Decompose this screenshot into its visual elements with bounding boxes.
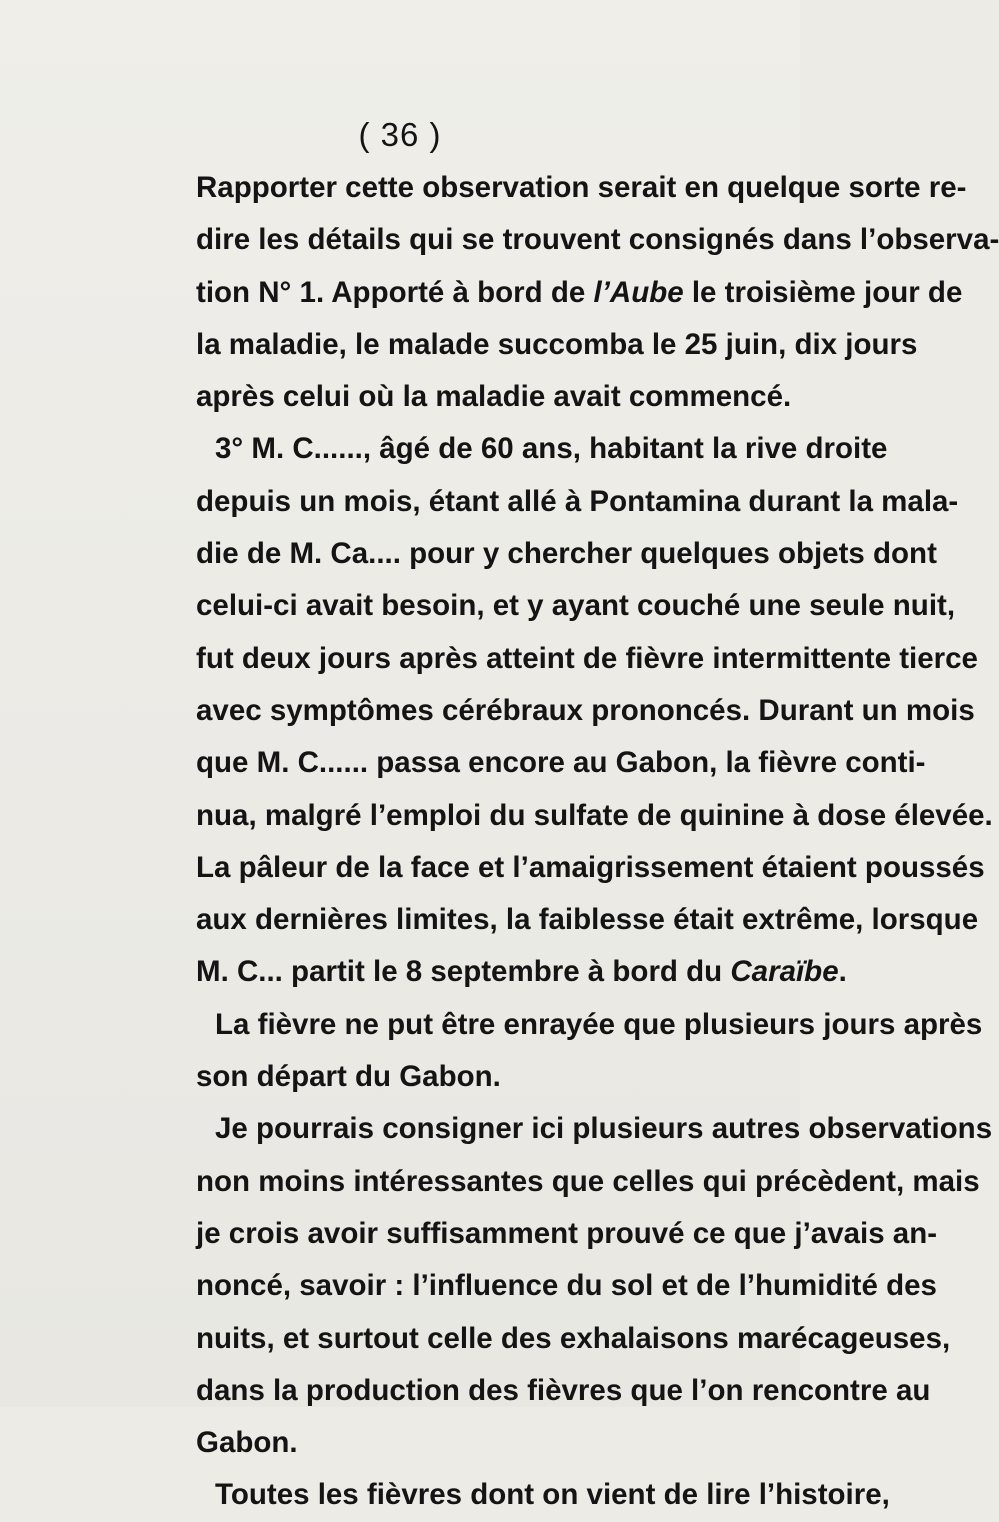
text-line: dans la production des fièvres que l’on rencontre au [196, 1373, 931, 1407]
text-line: fut deux jours après atteint de fièvre intermittente tierce [196, 641, 978, 675]
text-line: la maladie, le malade succomba le 25 juin, dix jours [196, 327, 918, 361]
text-line: que M. C...... passa encore au Gabon, la fièvre conti- [196, 746, 926, 780]
text-line: Toutes les fièvres dont on vient de lire l’histoire, [215, 1478, 890, 1512]
text-line: die de M. Ca.... pour y chercher quelques objets dont [196, 537, 937, 571]
text-line [196, 267, 963, 319]
text-run: le troisième jour de [683, 275, 963, 309]
text-line: je crois avoir suffisamment prouvé ce que j’avais an- [196, 1216, 938, 1250]
text-line: celui-ci avait besoin, et y ayant couché une seule nuit, [196, 589, 956, 623]
text-line: son départ du Gabon. [196, 1060, 501, 1094]
text-line: Rapporter cette observation serait en quelque sorte re- [196, 171, 967, 204]
text-line: Je pourrais consigner ici plusieurs autres observations [215, 1112, 993, 1146]
text-line: après celui où la maladie avait commencé. [196, 380, 792, 414]
body-text [196, 162, 999, 1522]
text-line: nua, malgré l’emploi du sulfate de quinine à dose élevée. [196, 798, 993, 832]
text-line: dire les détails qui se trouvent consignés dans l’observa- [196, 223, 999, 257]
text-line: non moins intéressantes que celles qui précèdent, mais [196, 1164, 980, 1198]
text-line [196, 946, 847, 998]
page-number: ( 36 ) [358, 116, 442, 153]
text-run: tion N° 1. Apporté à bord de [196, 275, 594, 309]
text-line: depuis un mois, étant allé à Pontamina durant la mala- [196, 484, 959, 518]
text-line: nuits, et surtout celle des exhalaisons marécageuses, [196, 1321, 951, 1355]
text-run: M. C... partit le 8 septembre à bord du [196, 955, 731, 989]
text-line: La fièvre ne put être enrayée que plusieurs jours après [215, 1007, 983, 1041]
text-line: 3° M. C......, âgé de 60 ans, habitant la rive droite [215, 432, 888, 466]
text-line: La pâleur de la face et l’amaigrissement étaient poussés [196, 850, 985, 884]
italic-title: Caraïbe [730, 955, 839, 989]
text-line: noncé, savoir : l’influence du sol et de l’humidité des [196, 1269, 937, 1303]
text-line: avec symptômes cérébraux prononcés. Durant un mois [196, 693, 975, 727]
text-run: . [838, 955, 847, 989]
text-line: aux dernières limites, la faiblesse était extrême, lorsque [196, 903, 979, 937]
text-line: Gabon. [196, 1426, 298, 1460]
italic-title: l’Aube [593, 275, 684, 309]
